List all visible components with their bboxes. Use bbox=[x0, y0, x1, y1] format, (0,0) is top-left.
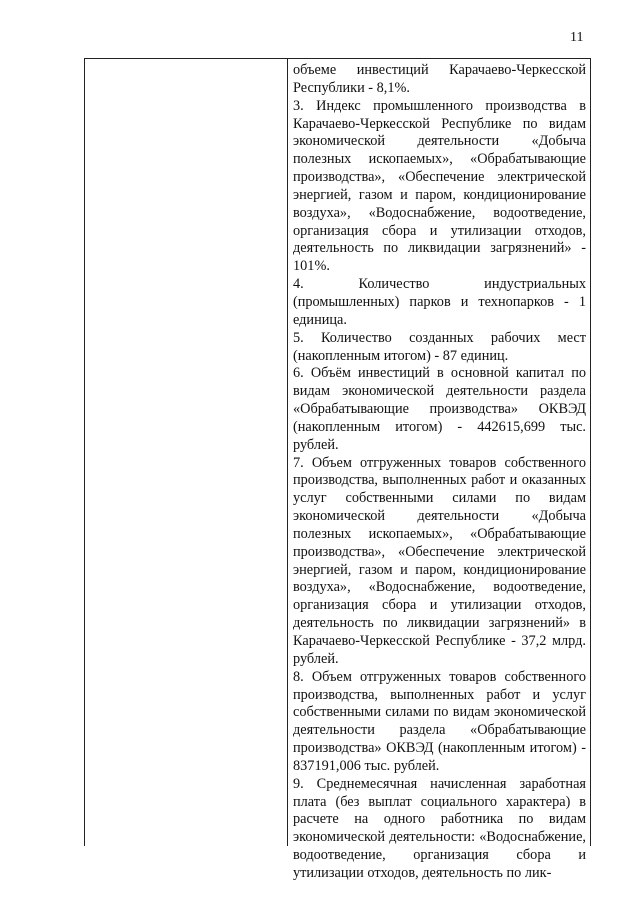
paragraph-average-salary: 9. Среднемесячная начисленная заработная плата (без выплат социального характера) в расчете на одного работника по видам экономической деятельности: «Водоснабжение, водоотведение, организация сбора и утилизации отходов, деятельность по лик- bbox=[293, 775, 586, 881]
table-right-cell bbox=[293, 62, 586, 883]
paragraph-industrial-index: 3. Индекс промышленного производства в Карачаево-Черкесской Республике по видам экономической деятельности «Добыча полезных ископаемых», «Обрабатывающие производства», «Обеспечение электрической энергией, газом и паром, кондиционирование воздуха», «Водоснабжение, водоотведение, организация сбора и утилизации отходов, деятельность по ликвидации загрязнений» - 101%. bbox=[293, 97, 586, 275]
paragraph-shipped-goods-manufacturing: 8. Объем отгруженных товаров собственного производства, выполненных работ и услуг собственными силами по видам экономической деятельности раздела «Обрабатывающие производства» ОКВЭД (накопленным итогом) - 837191,006 тыс. рублей. bbox=[293, 668, 586, 774]
page-number: 11 bbox=[570, 30, 584, 45]
column-divider bbox=[287, 58, 288, 846]
paragraph-shipped-goods-regional: 7. Объем отгруженных товаров собственного производства, выполненных работ и оказанных услуг собственными силами по видам экономической деятельности «Добыча полезных ископаемых», «Обрабатывающие производства», «Обеспечение электрической энергией, газом и паром, кондиционирование воздуха», «Водоснабжение, водоотведение, организация сбора и утилизации отходов, деятельность по ликвидации загрязнений» в Карачаево-Черкесской Республике - 37,2 млрд. рублей. bbox=[293, 454, 586, 667]
paragraph-investment-share: объеме инвестиций Карачаево-Черкесской Республики - 8,1%. bbox=[293, 62, 586, 96]
paragraph-industrial-parks: 4. Количество индустриальных (промышленных) парков и технопарков - 1 единица. bbox=[293, 276, 586, 328]
table-left-cell bbox=[84, 58, 287, 846]
paragraph-capital-investment: 6. Объём инвестиций в основной капитал по видам экономической деятельности раздела «Обрабатывающие производства» ОКВЭД (накопленным итогом) - 442615,699 тыс. рублей. bbox=[293, 365, 586, 453]
paragraph-jobs-created: 5. Количество созданных рабочих мест (накопленным итогом) - 87 единиц. bbox=[293, 329, 586, 364]
